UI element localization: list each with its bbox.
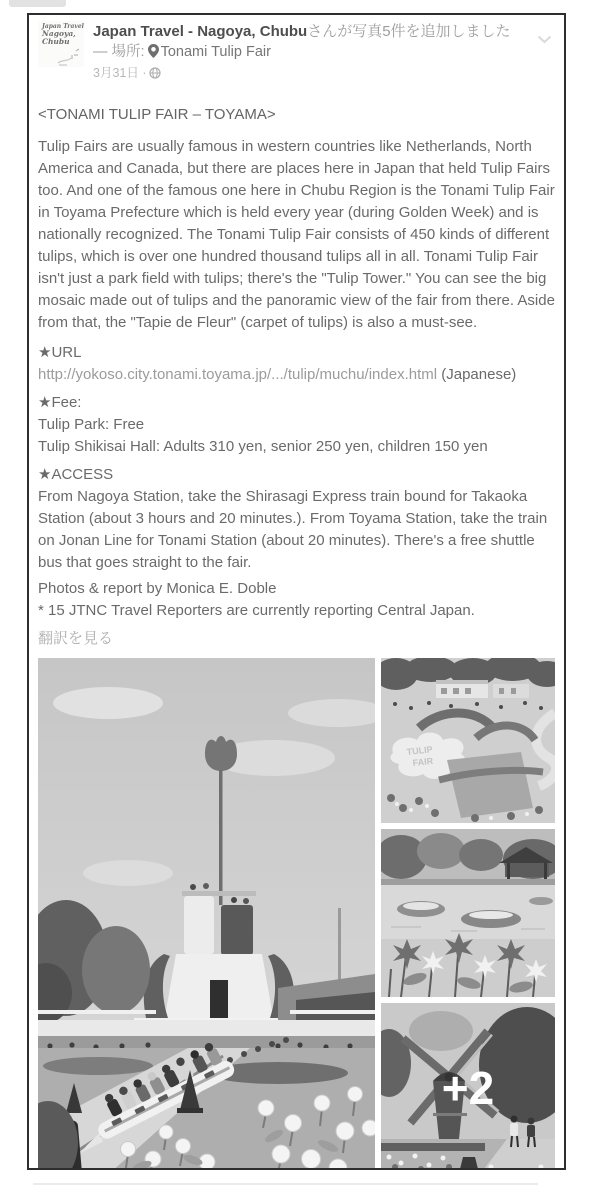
access-heading: ★ACCESS (38, 466, 114, 483)
date-separator: · (142, 66, 147, 80)
fee-park-line: Tulip Park: Free (38, 416, 145, 433)
post-header (38, 21, 555, 84)
post-title-line (93, 21, 555, 42)
url-language-note: (Japanese) (437, 366, 517, 383)
fair-aerial-illustration (381, 658, 555, 823)
svg-text:TULIP: TULIP (406, 744, 434, 757)
bottom-divider (33, 1183, 538, 1185)
post-header-text (93, 21, 555, 84)
post-body-title: <TONAMI TULIP FAIR – TOYAMA> (38, 106, 276, 123)
fee-hall-line: Tulip Shikisai Hall: Adults 310 yen, senior 250 yen, children 150 yen (38, 438, 488, 455)
post-card (27, 13, 566, 1170)
post-menu-chevron-icon[interactable] (537, 31, 552, 49)
author-link[interactable]: Japan Travel - Nagoya, Chubu (93, 23, 308, 40)
pond-illustration (381, 829, 555, 997)
japan-map-icon (56, 48, 82, 66)
avatar-logo-line2: Nagoya, (42, 29, 76, 38)
browser-corner-tab (9, 0, 66, 7)
svg-text:FAIR: FAIR (412, 755, 434, 768)
fee-heading: ★Fee: (38, 394, 82, 411)
credits-line: Photos & report by Monica E. Doble (38, 580, 277, 597)
more-photos-overlay: +2 (441, 1062, 495, 1114)
translate-link[interactable]: 翻訳を見る (38, 630, 114, 647)
post-date[interactable]: 3月31日 (93, 66, 139, 80)
url-line (38, 364, 555, 386)
access-paragraph: From Nagoya Station, take the Shirasagi Express train bound for Takaoka Station (about 3 hours and 20 minutes.). From Toyama Station, take the train on Jonan Line for Tonami Station (about 20 minutes). There's a free shuttle bus that goes straight to the fair. (38, 488, 548, 571)
tulip-tower-illustration (38, 658, 375, 1170)
avatar-logo-line3: Chubu (42, 37, 70, 46)
intro-paragraph: Tulip Fairs are usually famous in western countries like Netherlands, North America and Canada, but there are places here in Japan that held Tulip Fairs too. And one of the famous one here in Chubu Region is the Tonami Tulip Fair in Toyama Prefecture which is held every year (during Golden Week) and is nationally recognized. The Tonami Tulip Fair consists of 450 kinds of different tulips, which is over one hundred thousand tulips all in all. Tonami Tulip Fair isn't just a park field with tulips; there's the "Tulip Tower." You can see the big mosaic made out of tulips and the panoramic view of the fair from there. Aside from that, the "Tapie de Fleur" (carpet of tulips) is also a must-see. (38, 138, 555, 331)
photo-tulip-tower-tile[interactable] (38, 658, 375, 1170)
page-avatar[interactable] (38, 21, 84, 67)
date-line (93, 65, 555, 84)
photo-windmill-tile[interactable] (381, 1003, 555, 1170)
windmill-illustration (381, 1003, 555, 1170)
photo-pond-tile[interactable] (381, 829, 555, 997)
post-action-text: さんが写真5件を追加しました (307, 23, 511, 40)
location-line (93, 42, 555, 65)
location-pin-icon (148, 44, 159, 65)
photo-grid (38, 658, 555, 1170)
privacy-globe-icon (149, 67, 161, 84)
url-heading: ★URL (38, 344, 82, 361)
photo-fair-aerial-tile[interactable] (381, 658, 555, 823)
reporters-line: * 15 JTNC Travel Reporters are currently reporting Central Japan. (38, 602, 475, 619)
location-prefix: — 場所: (93, 44, 145, 60)
avatar-logo-line1: Japan Travel (42, 23, 84, 30)
photo-side-column (381, 658, 555, 1170)
url-link[interactable]: http://yokoso.city.tonami.toyama.jp/.../tulip/muchu/index.html (38, 366, 438, 383)
location-link[interactable]: Tonami Tulip Fair (160, 44, 271, 60)
